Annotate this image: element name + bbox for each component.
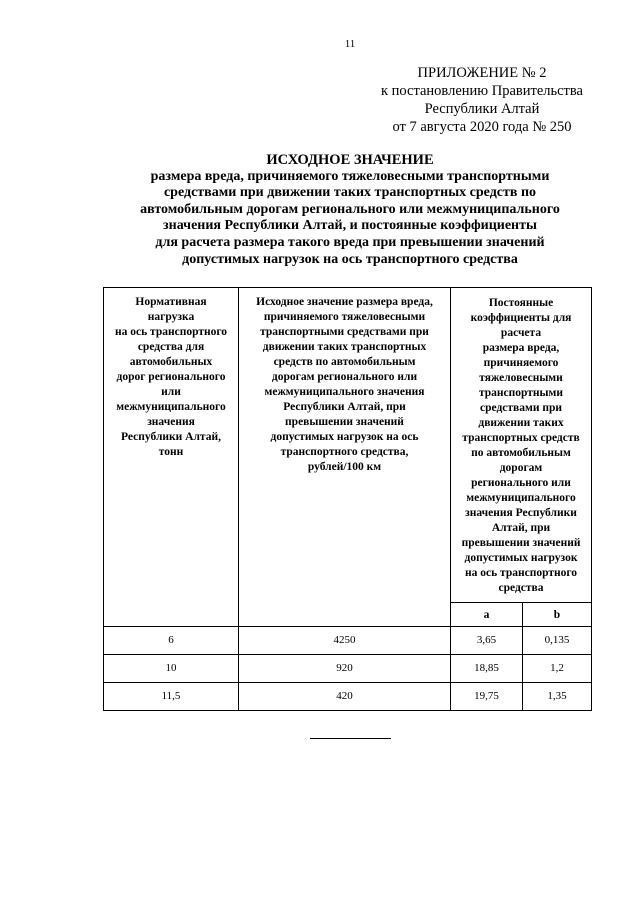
cell-base-value: 420: [239, 683, 451, 711]
appendix-block: [381, 64, 583, 136]
cell-coefficient-a: 18,85: [451, 655, 523, 683]
table-row: [104, 627, 592, 655]
header-constant-coefficients: Постоянные коэффициенты для расчета размера вреда, причиняемого тяжеловесными транспортными средствами при движении таких транспортных средств по автомобильным дорогам регионального или межмуниципального значения Республики Алтай, при превышении значений допустимых нагрузок на ось транспортного средства: [451, 288, 592, 603]
header-coefficient-b: b: [523, 603, 592, 627]
document-title: [100, 152, 600, 268]
appendix-line: к постановлению Правительства: [381, 83, 583, 99]
damage-coefficients-table: [103, 287, 592, 711]
cell-axle-load: 10: [104, 655, 239, 683]
title-line: значения Республики Алтай, и постоянные коэффициенты: [163, 218, 537, 234]
cell-base-value: 4250: [239, 627, 451, 655]
cell-coefficient-b: 1,35: [523, 683, 592, 711]
title-line: размера вреда, причиняемого тяжеловесными транспортными: [150, 168, 550, 184]
header-base-damage-value: Исходное значение размера вреда, причиняемого тяжеловесными транспортными средствами при движении таких транспортных средств по автомобильным дорогам регионального или межмуниципального значения Республики Алтай, при превышении значений допустимых нагрузок на ось транспортного средства, рублей/100 км: [239, 288, 451, 627]
closing-rule: [310, 738, 391, 739]
header-axle-load: Нормативная нагрузка на ось транспортного средства для автомобильных дорог регионального или межмуниципального значения Республики Алтай, тонн: [104, 288, 239, 627]
cell-coefficient-a: 19,75: [451, 683, 523, 711]
cell-coefficient-a: 3,65: [451, 627, 523, 655]
cell-coefficient-b: 1,2: [523, 655, 592, 683]
table-header-row: [104, 288, 592, 603]
cell-base-value: 920: [239, 655, 451, 683]
cell-axle-load: 11,5: [104, 683, 239, 711]
page-number: 11: [344, 38, 356, 50]
header-coefficient-a: a: [451, 603, 523, 627]
title-line: средствами при движении таких транспортных средств по: [163, 185, 537, 201]
cell-axle-load: 6: [104, 627, 239, 655]
title-heading: ИСХОДНОЕ ЗНАЧЕНИЕ: [266, 152, 434, 168]
table-row: [104, 655, 592, 683]
title-line: допустимых нагрузок на ось транспортного средства: [182, 251, 518, 267]
appendix-line: от 7 августа 2020 года № 250: [392, 119, 572, 135]
cell-coefficient-b: 0,135: [523, 627, 592, 655]
title-line: для расчета размера такого вреда при превышении значений: [155, 234, 545, 250]
appendix-line: ПРИЛОЖЕНИЕ № 2: [417, 65, 547, 81]
title-line: автомобильным дорогам регионального или межмуниципального: [140, 201, 560, 217]
table-row: [104, 683, 592, 711]
appendix-line: Республики Алтай: [424, 101, 540, 117]
